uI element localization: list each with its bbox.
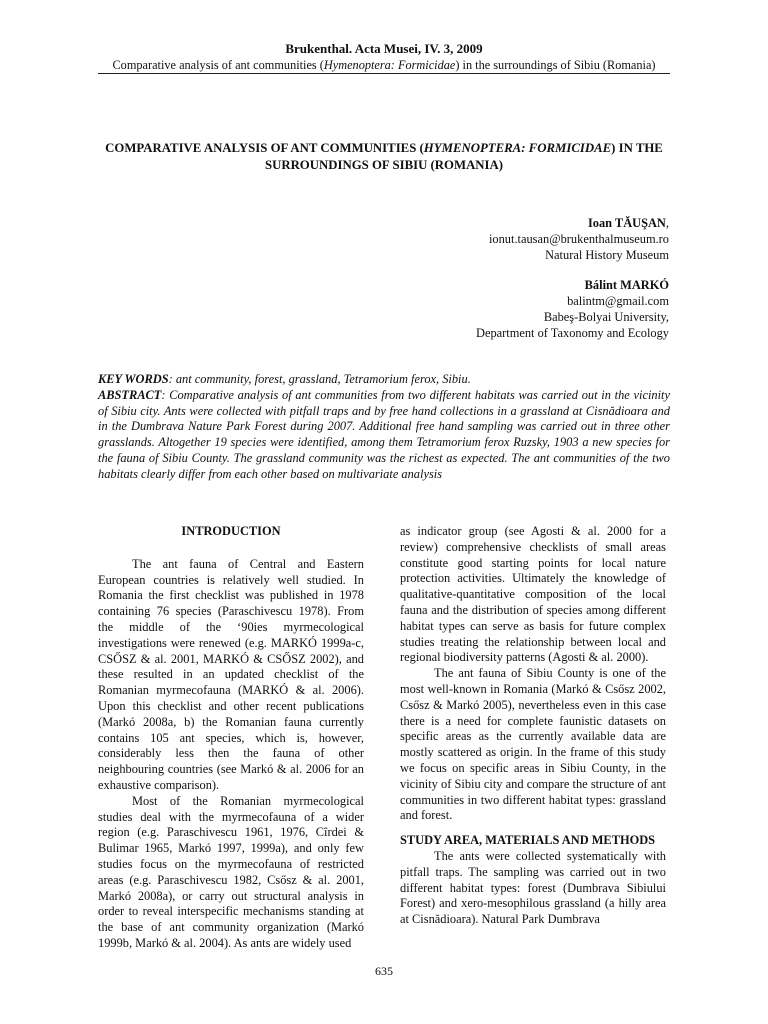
page-number: 635: [375, 964, 393, 978]
paragraph: Most of the Romanian myrmecological studies deal with the myrmecofauna of a wider region (e.g. Paraschivescu 1961, 1976, Cîrdei & Bulimar 1965, Markó 1997, 1999a), and only few studies focus on the myrmecofauna of restricted areas (e.g. Paraschivescu 1982, Csősz & al. 2001, Markó 2008a), or carry out structural analysis in order to reveal interspecific mechanisms standing at the base of ant community organization (Markó 1999b, Markó & al. 2004). As ants are widely used: [98, 793, 364, 950]
abstract: [98, 388, 670, 483]
abstract-text: : Comparative analysis of ant communities from two different habitats was carried out in the vicinity of Sibiu city. Ants were collected with pitfall traps and by free hand collections in a grassland at Cisnădioara and in the Dumbrava Nature Park Forest during 2007. Additional free hand sampling was carried out in three other grasslands. Altogether 19 species were identified, among them Tetramorium ferox Ruzsky, 1903 a new species for the fauna of Sibiu County. The grassland community was the richest as expected. The ant communities of the two habitats clearly differ from each other based on multivariate analysis: [98, 387, 670, 481]
right-column: [400, 524, 666, 928]
paragraph: The ant fauna of Sibiu County is one of the most well-known in Romania (Markó & Csősz 2002, Csősz & Markó 2005), nevertheless even in this case there is a need for complete faunistic datasets on specific areas as the currently available data are mostly scattered as origin. In the frame of this study we focus on specific areas in Sibiu County, in the vicinity of Sibiu city and compare the structure of ant communities in two different habitat types: grassland and forest.: [400, 666, 666, 823]
keywords: [98, 372, 670, 388]
author-1-email: ionut.tausan@brukenthalmuseum.ro: [488, 232, 669, 246]
author-gap: [476, 263, 669, 277]
running-title-post: ) in the surroundings of Sibiu (Romania): [455, 58, 656, 72]
header-rule: [98, 73, 670, 74]
running-header: [98, 40, 670, 73]
abstract-block: [98, 372, 670, 483]
author-2-affiliation: Babeş-Bolyai University,: [543, 310, 669, 324]
article-title: [98, 140, 670, 174]
paragraph: The ant fauna of Central and Eastern European countries is relatively well studied. In Romania the first checklist was published in 1978 containing 76 species (Paraschivescu 1978). From the middle of the ‘90ies myrmecological investigations were renewed (e.g. MARKÓ 1999a-c, CSŐSZ & al. 2001, MARKÓ & CSŐSZ 2002), and these resulted in an updated checklist of the Romanian myrmecofauna (MARKÓ & al. 2006). Upon this checklist and other recent publications (Markó 2008a, b) the Romanian fauna currently contains 105 ant species, which is, however, considerably less then the fauna of other neighbouring countries (see Markó & al. 2006 for an exhaustive comparison).: [98, 556, 364, 792]
running-title-pre: Comparative analysis of ant communities (: [112, 58, 324, 72]
journal-title: Brukenthal. Acta Musei, IV. 3, 2009: [285, 41, 483, 56]
keywords-label: KEY WORDS: [98, 372, 169, 386]
author-block: [476, 215, 669, 341]
author-2-name: Bálint MARKÓ: [584, 278, 669, 292]
running-title-taxon: Hymenoptera: Formicidae: [323, 58, 456, 72]
title-taxon: HYMENOPTERA: FORMICIDAE: [423, 141, 612, 155]
author-2-department: Department of Taxonomy and Ecology: [476, 326, 669, 340]
methods-heading: STUDY AREA, MATERIALS AND METHODS: [400, 833, 656, 848]
title-pre: COMPARATIVE ANALYSIS OF ANT COMMUNITIES (: [105, 141, 424, 155]
abstract-label: ABSTRACT: [98, 387, 162, 402]
author-1-name-suffix: ,: [665, 216, 669, 230]
author-1-affiliation: Natural History Museum: [545, 248, 669, 262]
author-1-name: Ioan TĂUŞAN: [587, 216, 666, 230]
paragraph: The ants were collected systematically with pitfall traps. The sampling was carried out in two different habitat types: forest (Dumbrava Sibiului Forest) and xero-mesophilous grassland (a hilly area at Cisnădioara). Natural Park Dumbrava: [400, 848, 666, 927]
author-2-email: balintm@gmail.com: [567, 294, 669, 308]
paragraph: as indicator group (see Agosti & al. 2000 for a review) comprehensive checklists of small areas constitute good starting points for local nature protection activities. Ultimately the knowledge of qualitative-quantitative composition of the local fauna and the distribution of species among different habitat types can serve as basis for future complex studies treating the relationship between local and regional biodiversity patterns (Agosti & al. 2000).: [400, 524, 666, 665]
keywords-text: : ant community, forest, grassland, Tetramorium ferox, Sibiu.: [168, 372, 471, 386]
running-title: [98, 57, 670, 73]
introduction-heading: INTRODUCTION: [181, 524, 281, 538]
author-1-name-line: [476, 215, 669, 231]
left-column: [98, 524, 364, 952]
title-post: ) IN THE SURROUNDINGS OF SIBIU (ROMANIA): [264, 141, 663, 172]
